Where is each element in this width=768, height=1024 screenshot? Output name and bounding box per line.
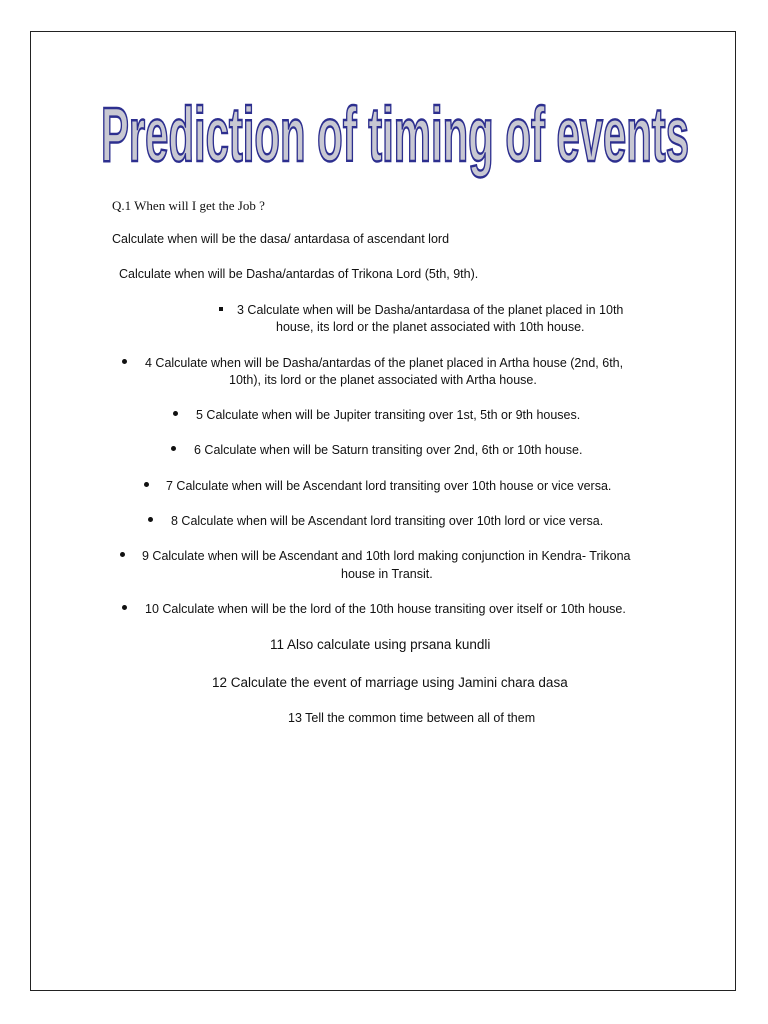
- bullet-icon: [173, 411, 178, 416]
- list-item-10: [122, 601, 626, 618]
- list-item-9-continued: house in Transit.: [341, 567, 433, 581]
- list-item-13: 13 Tell the common time between all of them: [288, 711, 536, 725]
- page-title: [90, 82, 700, 187]
- bullet-icon: [122, 359, 127, 364]
- list-item-8: [148, 513, 603, 530]
- bullet-icon: [171, 446, 176, 451]
- list-item-6: [171, 442, 582, 459]
- square-bullet-icon: [219, 307, 223, 311]
- list-item-3-text-a: 3 Calculate when will be Dasha/antardasa of the planet placed in 10th: [237, 303, 624, 317]
- list-item-3-continued: house, its lord or the planet associated with 10th house.: [276, 320, 585, 334]
- list-item-5: [173, 407, 580, 424]
- list-item-8-text: 8 Calculate when will be Ascendant lord transiting over 10th lord or vice versa.: [171, 514, 604, 528]
- list-item-9-text-a: 9 Calculate when will be Ascendant and 10th lord making conjunction in Kendra- Trikona: [142, 549, 631, 563]
- title-text: Prediction of timing of events: [101, 91, 689, 178]
- line-trikona-lord: Calculate when will be Dasha/antardas of Trikona Lord (5th, 9th).: [119, 267, 479, 281]
- bullet-icon: [120, 552, 125, 557]
- bullet-icon: [148, 517, 153, 522]
- list-item-9: [120, 548, 631, 565]
- list-item-4: [122, 355, 623, 372]
- line-ascendant-lord: Calculate when will be the dasa/ antardasa of ascendant lord: [112, 232, 450, 246]
- list-item-10-text: 10 Calculate when will be the lord of the 10th house transiting over itself or 10th house.: [145, 602, 626, 616]
- list-item-6-text: 6 Calculate when will be Saturn transiting over 2nd, 6th or 10th house.: [194, 443, 583, 457]
- bullet-icon: [144, 482, 149, 487]
- list-item-4-text-a: 4 Calculate when will be Dasha/antardas of the planet placed in Artha house (2nd, 6th,: [145, 356, 624, 370]
- bullet-icon: [122, 605, 127, 610]
- list-item-5-text: 5 Calculate when will be Jupiter transiting over 1st, 5th or 9th houses.: [196, 408, 581, 422]
- list-item-3: [219, 302, 623, 319]
- list-item-7: [144, 478, 611, 495]
- list-item-4-continued: 10th), its lord or the planet associated with Artha house.: [229, 373, 537, 387]
- list-item-12: 12 Calculate the event of marriage using Jamini chara dasa: [212, 675, 568, 690]
- list-item-11: 11 Also calculate using prsana kundli: [270, 637, 491, 652]
- list-item-7-text: 7 Calculate when will be Ascendant lord transiting over 10th house or vice versa.: [166, 479, 612, 493]
- question-heading: Q.1 When will I get the Job ?: [112, 198, 265, 213]
